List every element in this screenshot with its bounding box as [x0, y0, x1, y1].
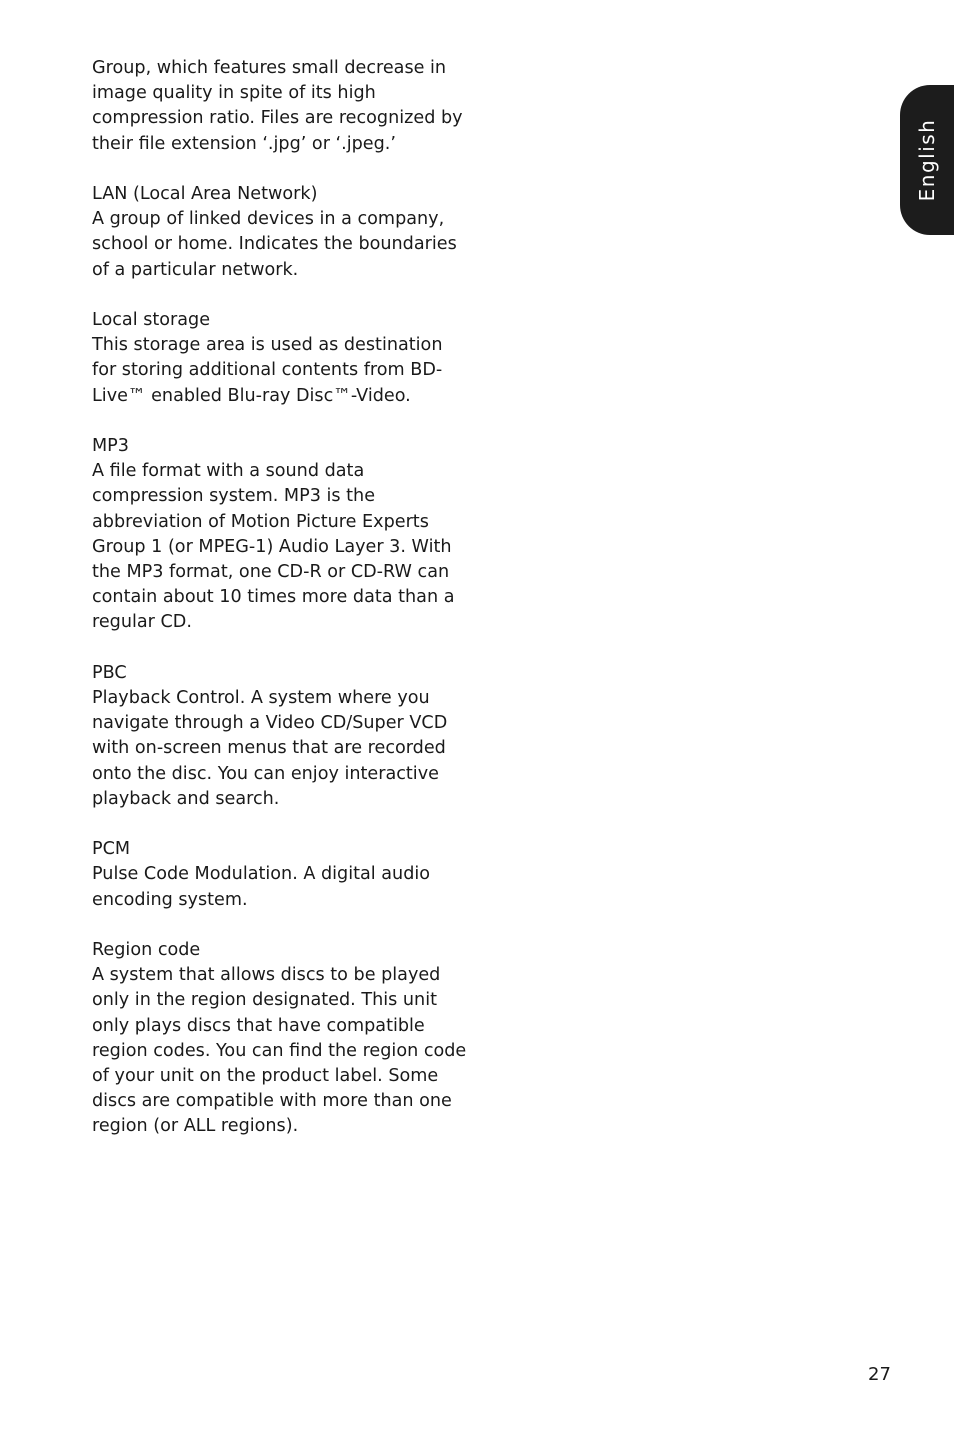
glossary-entry-lan	[92, 182, 472, 283]
glossary-term: Region code	[92, 940, 201, 961]
glossary-term: LAN (Local Area Network)	[92, 184, 318, 204]
intro-paragraph: Group, which features small decrease in image quality in spite of its high compression ratio. Files are recognized by their file extension ‘.jpg’ or ‘.jpeg.’	[92, 58, 463, 154]
glossary-description: A system that allows discs to be played only in the region designated. This unit only plays discs that have compatible region codes. You can find the region code of your unit on the product label. Some discs are compatible with more than one region (or ALL regions).	[92, 965, 467, 1137]
glossary-content	[92, 56, 472, 1165]
glossary-term: Local storage	[92, 310, 211, 330]
glossary-entry-mp3	[92, 434, 472, 636]
glossary-term: PBC	[92, 662, 127, 683]
glossary-description: Playback Control. A system where you navigate through a Video CD/Super VCD with on-screen menus that are recorded onto the disc. You can enjoy interactive playback and search.	[92, 688, 448, 809]
page-number: 27	[868, 1364, 891, 1385]
glossary-description: A group of linked devices in a company, school or home. Indicates the boundaries of a particular network.	[92, 209, 457, 280]
language-side-tab	[900, 85, 954, 235]
glossary-entry-pbc	[92, 661, 472, 812]
glossary-entry-pcm	[92, 837, 472, 913]
language-tab-label: English	[915, 118, 939, 202]
glossary-description: Pulse Code Modulation. A digital audio encoding system.	[92, 864, 431, 910]
glossary-intro-fragment	[92, 56, 472, 157]
glossary-term: MP3	[92, 436, 129, 456]
glossary-description: This storage area is used as destination for storing additional contents from BD-Live™ enabled Blu-ray Disc™-Video.	[92, 335, 443, 406]
glossary-entry-local-storage	[92, 308, 472, 409]
glossary-term: PCM	[92, 839, 131, 860]
glossary-entry-region-code	[92, 938, 472, 1140]
glossary-description: A file format with a sound data compression system. MP3 is the abbreviation of Motion Picture Experts Group 1 (or MPEG-1) Audio Layer 3. With the MP3 format, one CD-R or CD-RW can contain about 10 times more data than a regular CD.	[92, 461, 455, 633]
